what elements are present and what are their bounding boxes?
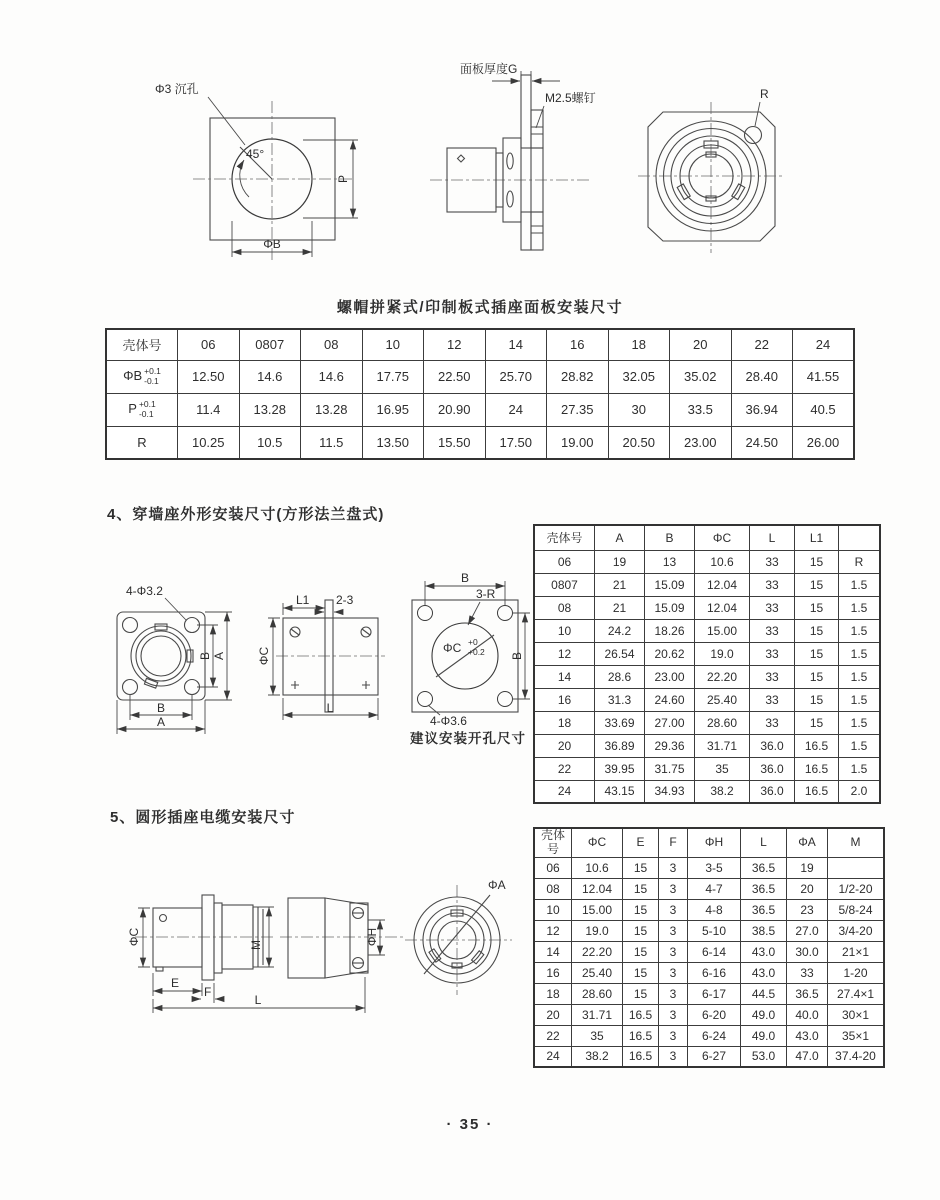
corner-radius-label: R (760, 87, 769, 101)
table-cell: 15 (795, 665, 839, 688)
table-cell: 15 (795, 550, 839, 573)
table-cell: 32.05 (608, 360, 670, 393)
shell-size-header: 20 (670, 329, 732, 360)
table-cell: 13.28 (239, 393, 301, 426)
row-header: P +0.1 -0.1 (106, 393, 178, 426)
table-cell: 1.5 (839, 688, 881, 711)
dim-c-label: ΦC (257, 646, 271, 666)
table-cell: 38.2 (572, 1046, 623, 1067)
table-cell: R (839, 550, 881, 573)
plug-l-label: L (254, 993, 262, 1007)
table-cell: 28.82 (547, 360, 609, 393)
table-cell: 12 (534, 920, 572, 941)
table-cell: 17.50 (485, 426, 547, 459)
flange-front-view-drawing (117, 584, 232, 734)
table-cell: 21 (595, 596, 645, 619)
table-cell: 25.40 (695, 688, 750, 711)
table-cell: 15 (623, 962, 659, 983)
table-cell: 11.5 (301, 426, 363, 459)
table-cell: 28.60 (695, 711, 750, 734)
column-header: M (828, 828, 885, 857)
table-cell: 3 (659, 983, 688, 1004)
table-row (534, 642, 880, 665)
table-cell: 40.5 (793, 393, 855, 426)
dim-b-bottom-label: B (156, 701, 166, 715)
table-cell: 33 (750, 550, 795, 573)
plug-f-label: F (204, 985, 212, 999)
header-row (534, 525, 880, 550)
plug-m-label: M (249, 940, 263, 950)
table-cell: 6-16 (688, 962, 741, 983)
table-row (534, 899, 884, 920)
table-cell: 22 (534, 1025, 572, 1046)
cutout-c-label: ΦC (443, 641, 462, 655)
table-cell: 38.5 (741, 920, 787, 941)
page-number: · 35 · (446, 1116, 494, 1133)
table-cell: 34.93 (645, 780, 695, 803)
table-cell: 33 (750, 596, 795, 619)
table-cell: 3 (659, 920, 688, 941)
table-cell: 1.5 (839, 665, 881, 688)
table-row (534, 962, 884, 983)
table-cell: 19.00 (547, 426, 609, 459)
tolerance: +0.1 -0.1 (144, 366, 161, 386)
column-header: 壳体号 (106, 329, 178, 360)
table-cell: 21 (595, 573, 645, 596)
table-cell: 12.04 (695, 573, 750, 596)
table-cell: 33.69 (595, 711, 645, 734)
table-row (534, 920, 884, 941)
table-cell: 15 (795, 642, 839, 665)
table-row (534, 780, 880, 803)
plug-c-label: ΦC (127, 927, 141, 947)
table-cell: 15.09 (645, 573, 695, 596)
table-cell: 12 (534, 642, 595, 665)
dia-b-label: ΦB (263, 237, 281, 251)
table-cell: 30.0 (787, 941, 828, 962)
table-cell: 33 (750, 619, 795, 642)
table-row (534, 941, 884, 962)
table-cell: 29.36 (645, 734, 695, 757)
table-cell: 22 (534, 757, 595, 780)
table-cell: 33 (750, 665, 795, 688)
table-cell: 06 (534, 857, 572, 878)
table-cell: 3/4-20 (828, 920, 885, 941)
table-cell: 0807 (534, 573, 595, 596)
table-cell: 10 (534, 619, 595, 642)
table-cell: 3 (659, 1025, 688, 1046)
table-cell: 36.0 (750, 734, 795, 757)
table-cell: 23.00 (670, 426, 732, 459)
table-cell: 20 (534, 734, 595, 757)
table-cell: 1.5 (839, 619, 881, 642)
shell-size-header: 14 (485, 329, 547, 360)
table-cell: 43.0 (741, 941, 787, 962)
table-row (534, 857, 884, 878)
table-row (534, 711, 880, 734)
table-row (106, 360, 854, 393)
cutout-3r-label: 3-R (476, 587, 496, 601)
table-cell: 1.5 (839, 642, 881, 665)
shell-size-header: 10 (362, 329, 424, 360)
table-cell: 35 (695, 757, 750, 780)
dim-a-right-label: A (212, 651, 226, 661)
table-cell: 16.5 (795, 780, 839, 803)
table-cell: 27.4×1 (828, 983, 885, 1004)
table-cell: 26.54 (595, 642, 645, 665)
table-cell: 49.0 (741, 1025, 787, 1046)
table-row (534, 878, 884, 899)
table-row (534, 550, 880, 573)
angle-label: 45° (246, 147, 265, 161)
table-cell: 41.55 (793, 360, 855, 393)
table-cell: 5-10 (688, 920, 741, 941)
table-cell: 40.0 (787, 1004, 828, 1025)
table-cell: 12.50 (178, 360, 240, 393)
flange-thickness-label: 2-3 (336, 593, 354, 607)
plug-e-label: E (170, 976, 180, 990)
table-row (534, 665, 880, 688)
table-cell: 43.15 (595, 780, 645, 803)
panel-mount-table-title: 螺帽拼紧式/印制板式插座面板安装尺寸 (336, 299, 624, 316)
table-cell: 10.6 (695, 550, 750, 573)
table-cell: 15.50 (424, 426, 486, 459)
plug-front-view-drawing (405, 878, 512, 995)
table-cell: 31.75 (645, 757, 695, 780)
table-cell: 27.0 (787, 920, 828, 941)
section5-heading: 5、圆形插座电缆安装尺寸 (110, 809, 296, 826)
table-cell: 3 (659, 962, 688, 983)
column-header: ΦH (688, 828, 741, 857)
table-cell: 15 (795, 688, 839, 711)
table-row (534, 619, 880, 642)
table-cell: 24.60 (645, 688, 695, 711)
column-header: L (750, 525, 795, 550)
table-cell: 33 (750, 688, 795, 711)
table-cell: 3 (659, 899, 688, 920)
table-cell: 3 (659, 878, 688, 899)
table-cell: 20.50 (608, 426, 670, 459)
header-row (106, 329, 854, 360)
dim-l1-label: L1 (296, 593, 310, 607)
table-cell: 33 (750, 711, 795, 734)
panel-thickness-label: 面板厚度G (460, 62, 518, 76)
table-cell: 15 (623, 941, 659, 962)
table-cell: 3 (659, 1004, 688, 1025)
table-cell: 24.2 (595, 619, 645, 642)
table-cell: 24.50 (731, 426, 793, 459)
table-cell: 1.5 (839, 711, 881, 734)
table-cell: 15 (623, 878, 659, 899)
table-cell: 6-17 (688, 983, 741, 1004)
table-cell: 15 (795, 619, 839, 642)
cable-plug-side-drawing (280, 898, 405, 978)
table-cell: 27.00 (645, 711, 695, 734)
cable-mount-dimensions-table (533, 827, 885, 1068)
cutout-b-right-label: B (510, 651, 524, 661)
flange-holes-label: 4-Φ3.2 (126, 584, 163, 598)
table-cell: 16.5 (623, 1004, 659, 1025)
shell-size-header: 08 (301, 329, 363, 360)
table-cell: 4-8 (688, 899, 741, 920)
column-header: F (659, 828, 688, 857)
table-cell: 6-24 (688, 1025, 741, 1046)
table-cell: 16.5 (623, 1046, 659, 1067)
table-row (534, 596, 880, 619)
tolerance: +0.1 -0.1 (138, 399, 156, 419)
table-cell: 38.2 (695, 780, 750, 803)
table-cell: 16.5 (795, 734, 839, 757)
panel-mount-dimensions-table (105, 328, 855, 460)
table-cell: 35.02 (670, 360, 732, 393)
table-cell: 22.50 (424, 360, 486, 393)
column-header: 壳体号 (534, 525, 595, 550)
section4-heading: 4、穿墙座外形安装尺寸(方形法兰盘式) (107, 506, 385, 523)
table-cell: 30 (608, 393, 670, 426)
column-header: ΦA (787, 828, 828, 857)
table-row (534, 573, 880, 596)
table-cell: 3 (659, 941, 688, 962)
table-cell: 12.04 (572, 878, 623, 899)
cutout-note: 建议安装开孔尺寸 (410, 731, 526, 746)
table-cell: 36.94 (731, 393, 793, 426)
table-cell: 36.89 (595, 734, 645, 757)
table-cell: 36.5 (741, 878, 787, 899)
table-cell: 15 (795, 573, 839, 596)
panel-mount-drawings (0, 55, 940, 307)
column-header: ΦC (695, 525, 750, 550)
table-cell: 3 (659, 857, 688, 878)
table-cell: 37.4-20 (828, 1046, 885, 1067)
table-row (534, 688, 880, 711)
table-cell: 35 (572, 1025, 623, 1046)
cutout-c-tol-bot: +0.2 (468, 647, 485, 657)
column-header: B (645, 525, 695, 550)
table-cell: 24 (534, 780, 595, 803)
shell-size-header: 16 (547, 329, 609, 360)
table-cell: 19 (787, 857, 828, 878)
shell-size-header: 06 (178, 329, 240, 360)
table-cell: 33 (750, 642, 795, 665)
header-row (534, 828, 884, 857)
table-row (106, 426, 854, 459)
table-cell: 28.40 (731, 360, 793, 393)
table-row (534, 757, 880, 780)
table-cell: 06 (534, 550, 595, 573)
row-header: R (106, 426, 178, 459)
table-cell: 15 (623, 983, 659, 1004)
table-cell: 14.6 (301, 360, 363, 393)
table-cell: 20 (534, 1004, 572, 1025)
table-cell: 19 (595, 550, 645, 573)
dim-l-label: L (326, 701, 334, 715)
wall-mount-dimensions-table (533, 524, 881, 804)
table-cell: 13.50 (362, 426, 424, 459)
shell-size-header: 24 (793, 329, 855, 360)
table-cell: 1/2-20 (828, 878, 885, 899)
wall-mount-drawings (80, 565, 540, 765)
table-row (534, 1004, 884, 1025)
table-row (534, 1046, 884, 1067)
table-cell: 36.5 (741, 857, 787, 878)
table-cell: 33 (787, 962, 828, 983)
table-cell: 23.00 (645, 665, 695, 688)
table-cell: 49.0 (741, 1004, 787, 1025)
cutout-c-tol-top: +0 (468, 637, 478, 647)
table-cell: 28.60 (572, 983, 623, 1004)
column-header: ΦC (572, 828, 623, 857)
table-cell: 2.0 (839, 780, 881, 803)
table-row (534, 983, 884, 1004)
table-cell: 10.6 (572, 857, 623, 878)
table-cell: 18.26 (645, 619, 695, 642)
column-header: 壳体号 (534, 828, 572, 857)
table-cell: 13 (645, 550, 695, 573)
table-cell: 23 (787, 899, 828, 920)
p-dim-label: P (336, 174, 350, 184)
table-cell: 18 (534, 983, 572, 1004)
suggested-cutout-drawing (410, 571, 530, 746)
column-header: E (623, 828, 659, 857)
table-cell: 10.25 (178, 426, 240, 459)
socket-side-view-drawing (430, 61, 596, 250)
table-cell: 33 (750, 573, 795, 596)
table-cell: 12.04 (695, 596, 750, 619)
table-cell: 16.5 (623, 1025, 659, 1046)
table-cell: 36.0 (750, 757, 795, 780)
table-cell: 43.0 (741, 962, 787, 983)
row-header: ΦB +0.1 -0.1 (106, 360, 178, 393)
table-cell: 25.40 (572, 962, 623, 983)
table-cell: 08 (534, 878, 572, 899)
table-cell: 21×1 (828, 941, 885, 962)
table-cell: 33.5 (670, 393, 732, 426)
table-cell: 1.5 (839, 757, 881, 780)
cutout-b-top-label: B (460, 571, 470, 585)
table-cell: 36.0 (750, 780, 795, 803)
table-cell: 16.5 (795, 757, 839, 780)
table-cell: 53.0 (741, 1046, 787, 1067)
table-row (106, 393, 854, 426)
screw-label: M2.5螺钉 (545, 91, 596, 105)
table-cell: 20.90 (424, 393, 486, 426)
shell-size-header: 12 (424, 329, 486, 360)
table-cell (828, 857, 885, 878)
table-cell: 36.5 (741, 899, 787, 920)
table-cell: 25.70 (485, 360, 547, 393)
flange-side-view-drawing (257, 593, 385, 720)
table-cell: 14 (534, 665, 595, 688)
table-cell: 1.5 (839, 734, 881, 757)
table-cell: 28.6 (595, 665, 645, 688)
plug-side-view-drawing (127, 895, 365, 1013)
socket-front-view-drawing (638, 87, 785, 253)
plug-h-label: ΦH (365, 927, 379, 947)
table-cell: 17.75 (362, 360, 424, 393)
table-cell: 39.95 (595, 757, 645, 780)
panel-cutout-drawing (155, 81, 358, 260)
table-cell: 20.62 (645, 642, 695, 665)
table-cell: 22.20 (572, 941, 623, 962)
table-cell: 3-5 (688, 857, 741, 878)
shell-size-header: 22 (731, 329, 793, 360)
table-cell: 16.95 (362, 393, 424, 426)
table-cell: 36.5 (787, 983, 828, 1004)
table-cell: 27.35 (547, 393, 609, 426)
dim-a-bottom-label: A (156, 715, 166, 729)
column-header: L1 (795, 525, 839, 550)
table-row (534, 734, 880, 757)
table-cell: 19.0 (695, 642, 750, 665)
table-cell: 31.71 (572, 1004, 623, 1025)
table-cell: 24 (485, 393, 547, 426)
table-cell: 08 (534, 596, 595, 619)
table-cell: 15 (623, 857, 659, 878)
table-cell: 15 (795, 711, 839, 734)
table-cell: 19.0 (572, 920, 623, 941)
cutout-holes-label: 4-Φ3.6 (430, 714, 467, 728)
table-cell: 15.00 (695, 619, 750, 642)
table-cell: 18 (534, 711, 595, 734)
table-row (534, 1025, 884, 1046)
table-cell: 15 (795, 596, 839, 619)
table-cell: 6-20 (688, 1004, 741, 1025)
counterbore-label: Φ3 沉孔 (155, 82, 199, 96)
table-cell: 5/8-24 (828, 899, 885, 920)
table-cell: 13.28 (301, 393, 363, 426)
table-cell: 1.5 (839, 573, 881, 596)
table-cell: 44.5 (741, 983, 787, 1004)
column-header: L (741, 828, 787, 857)
table-cell: 31.71 (695, 734, 750, 757)
table-cell: 20 (787, 878, 828, 899)
table-cell: 30×1 (828, 1004, 885, 1025)
table-cell: 47.0 (787, 1046, 828, 1067)
dim-b-right-label: B (198, 651, 212, 661)
table-cell: 43.0 (787, 1025, 828, 1046)
table-cell: 4-7 (688, 878, 741, 899)
table-cell: 35×1 (828, 1025, 885, 1046)
table-cell: 16 (534, 962, 572, 983)
table-cell: 15.09 (645, 596, 695, 619)
table-cell: 26.00 (793, 426, 855, 459)
table-cell: 1.5 (839, 596, 881, 619)
table-cell: 6-27 (688, 1046, 741, 1067)
table-cell: 14 (534, 941, 572, 962)
table-cell: 16 (534, 688, 595, 711)
shell-size-header: 18 (608, 329, 670, 360)
table-cell: 24 (534, 1046, 572, 1067)
table-cell: 15 (623, 899, 659, 920)
table-cell: 11.4 (178, 393, 240, 426)
table-cell: 6-14 (688, 941, 741, 962)
plug-a-label: ΦA (488, 878, 506, 892)
table-cell: 15 (623, 920, 659, 941)
column-header (839, 525, 881, 550)
table-cell: 3 (659, 1046, 688, 1067)
table-cell: 22.20 (695, 665, 750, 688)
shell-size-header: 0807 (239, 329, 301, 360)
table-cell: 31.3 (595, 688, 645, 711)
table-cell: 1-20 (828, 962, 885, 983)
table-cell: 15.00 (572, 899, 623, 920)
cable-plug-drawings (100, 865, 560, 1055)
table-cell: 10.5 (239, 426, 301, 459)
table-cell: 14.6 (239, 360, 301, 393)
column-header: A (595, 525, 645, 550)
table-cell: 10 (534, 899, 572, 920)
